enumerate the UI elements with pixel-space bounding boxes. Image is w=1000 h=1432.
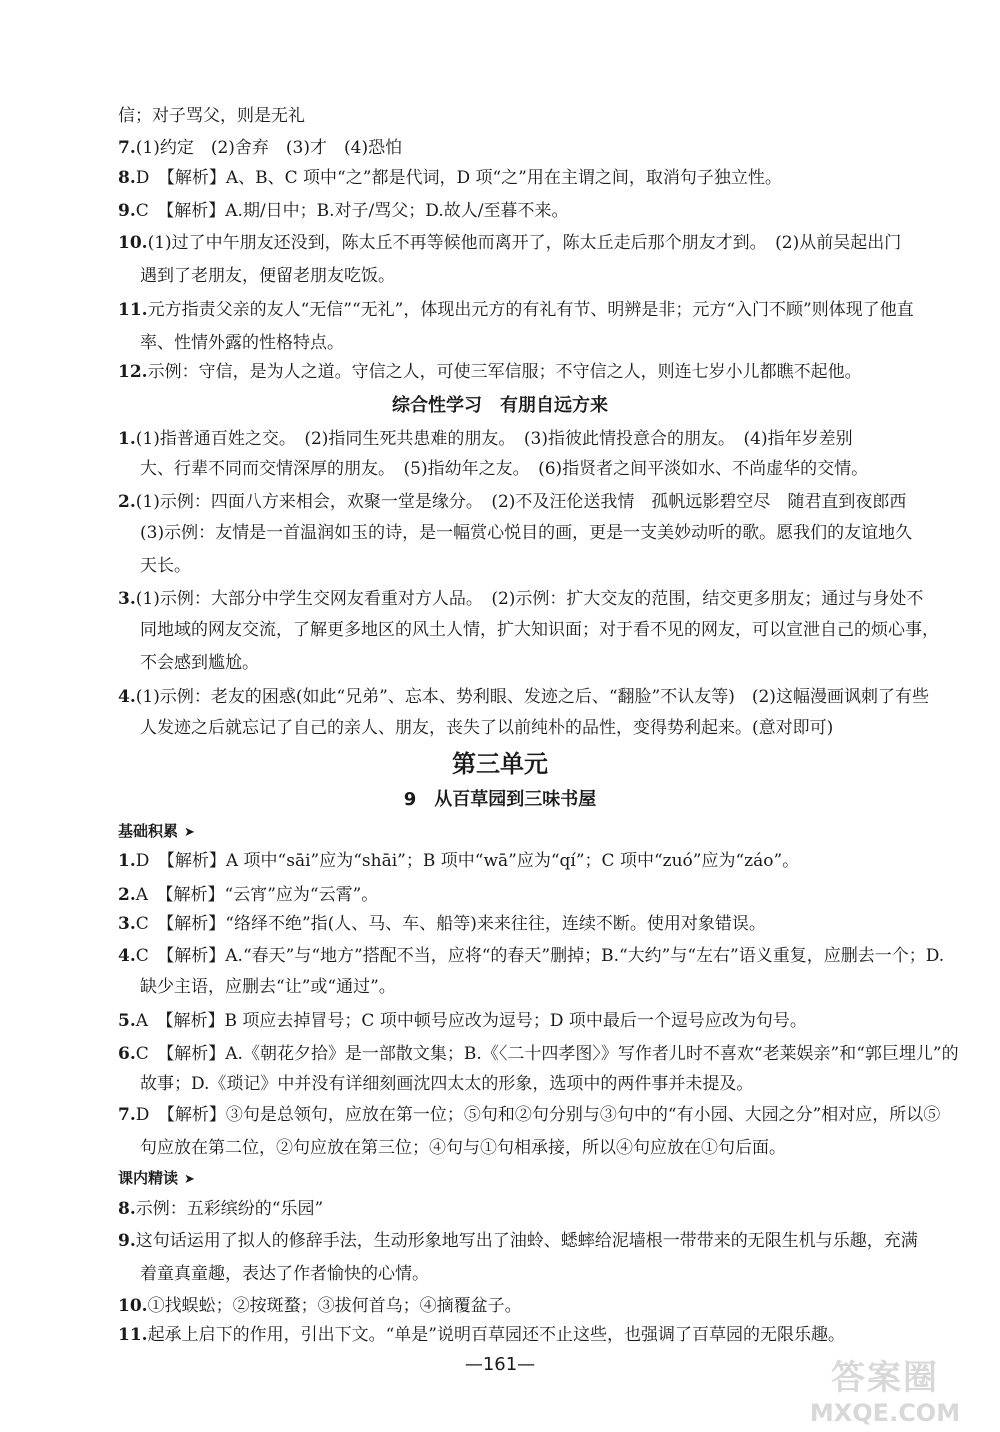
answer-line bbox=[118, 1294, 960, 1318]
chevron-right-icon: ➤ bbox=[184, 1172, 195, 1187]
item-number: 12. bbox=[118, 362, 148, 382]
chevron-right-icon: ➤ bbox=[184, 825, 195, 840]
item-number: 8. bbox=[118, 1199, 136, 1219]
item-number: 1. bbox=[118, 851, 136, 871]
answer-text: 元方指责父亲的友人“无信”“无礼”，体现出元方的有礼有节、明辨是非；元方“入门不顾”则体现了他直 bbox=[147, 300, 914, 320]
answer-line bbox=[140, 716, 960, 740]
answer-line bbox=[140, 651, 960, 675]
answer-text: (1)约定 (2)舍弃 (3)才 (4)恐怕 bbox=[135, 138, 403, 158]
watermark-logo bbox=[800, 1358, 970, 1430]
answer-text: (1)过了中午朋友还没到，陈太丘不再等候他而离开了，陈太丘走后那个朋友才到。 (2)从前吴起出门 bbox=[147, 233, 902, 253]
lesson-heading: 9 从百草园到三味书屋 bbox=[403, 789, 597, 810]
item-number: 3. bbox=[118, 589, 136, 609]
item-number: 4. bbox=[118, 946, 136, 966]
subsection-reading bbox=[118, 1167, 195, 1191]
item-number: 10. bbox=[118, 233, 148, 253]
answer-text: 信；对子骂父，则是无礼 bbox=[118, 106, 305, 126]
answer-line bbox=[140, 618, 960, 642]
answer-text: C 【解析】A.“春天”与“地方”搭配不当，应将“的春天”删掉；B.“大约”与“左右”语义重复，应删去一个；D. bbox=[135, 946, 945, 966]
item-number: 7. bbox=[118, 138, 136, 158]
item-number: 2. bbox=[118, 885, 136, 905]
item-number: 6. bbox=[118, 1044, 136, 1064]
watermark-title: 答案圈 bbox=[831, 1358, 939, 1398]
answer-line bbox=[118, 912, 960, 936]
answer-text: 着童真童趣，表达了作者愉快的心情。 bbox=[140, 1264, 429, 1284]
answer-text: D 【解析】③句是总领句，应放在第一位；⑤句和②句分别与③句中的“有小园、大园之分”相对应，所以⑤ bbox=[135, 1105, 941, 1125]
answer-text: 起承上启下的作用，引出下文。“单是”说明百草园还不止这些，也强调了百草园的无限乐趣。 bbox=[147, 1325, 845, 1345]
answer-line bbox=[118, 298, 960, 322]
item-number: 7. bbox=[118, 1105, 136, 1125]
answer-text: A 【解析】“云宵”应为“云霄”。 bbox=[135, 885, 379, 905]
section-heading: 综合性学习 有朋自远方来 bbox=[392, 395, 608, 416]
item-number: 1. bbox=[118, 429, 136, 449]
answer-line bbox=[118, 685, 960, 709]
subsection-reading-label: 课内精读 bbox=[118, 1169, 179, 1187]
item-number: 2. bbox=[118, 492, 136, 512]
answer-line bbox=[140, 331, 960, 355]
answer-line bbox=[118, 1042, 960, 1066]
watermark-url: MXQE.COM bbox=[809, 1399, 961, 1427]
answer-text: C 【解析】A.期/日中；B.对子/骂父；D.故人/至暮不来。 bbox=[135, 201, 569, 221]
answer-line bbox=[118, 136, 960, 160]
answer-text: 天长。 bbox=[140, 556, 191, 576]
answer-text: 人发迹之后就忘记了自己的亲人、朋友，丧失了以前纯朴的品性，变得势利起来。(意对即可) bbox=[140, 718, 834, 738]
answer-text: 大、行辈不同而交情深厚的朋友。 (5)指幼年之友。 (6)指贤者之间平淡如水、不尚虚华的交情。 bbox=[140, 459, 869, 479]
answer-text: D 【解析】A、B、C 项中“之”都是代词，D 项“之”用在主谓之间，取消句子独立性。 bbox=[135, 168, 782, 188]
item-number: 9. bbox=[118, 1231, 136, 1251]
answer-line bbox=[118, 1009, 960, 1033]
item-number: 4. bbox=[118, 687, 136, 707]
answer-text: 率、性情外露的性格特点。 bbox=[140, 333, 344, 353]
subsection-basic bbox=[118, 820, 195, 844]
answer-line bbox=[118, 427, 960, 451]
answer-line bbox=[118, 490, 960, 514]
subsection-basic-label: 基础积累 bbox=[118, 822, 179, 840]
answer-line bbox=[118, 360, 960, 384]
answer-text: (3)示例：友情是一首温润如玉的诗，是一幅赏心悦目的画，更是一支美妙动听的歌。愿我们的友谊地久 bbox=[140, 523, 913, 543]
answer-line bbox=[140, 554, 960, 578]
answer-line bbox=[140, 1136, 960, 1160]
answer-text: 这句话运用了拟人的修辞手法，生动形象地写出了油蛉、蟋蟀给泥墙根一带带来的无限生机与乐趣，充满 bbox=[135, 1231, 918, 1251]
answer-text: A 【解析】B 项应去掉冒号；C 项中顿号应改为逗号；D 项中最后一个逗号应改为句号。 bbox=[135, 1011, 807, 1031]
answer-line bbox=[118, 104, 960, 128]
item-number: 8. bbox=[118, 168, 136, 188]
unit-heading: 第三单元 bbox=[452, 750, 548, 778]
answer-line bbox=[118, 944, 960, 968]
item-number: 5. bbox=[118, 1011, 136, 1031]
answer-line bbox=[118, 231, 960, 255]
answer-line bbox=[118, 1323, 960, 1347]
answer-text: 句应放在第二位，②句应放在第三位；④句与①句相承接，所以④句应放在①句后面。 bbox=[140, 1138, 786, 1158]
answer-text: 故事；D.《琐记》中并没有详细刻画沈四太太的形象，选项中的两件事并未提及。 bbox=[140, 1074, 754, 1094]
answer-text: 遇到了老朋友，便留老朋友吃饭。 bbox=[140, 266, 395, 286]
answer-text: C 【解析】“络绎不绝”指(人、马、车、船等)来来往往，连续不断。使用对象错误。 bbox=[135, 914, 766, 934]
answer-line bbox=[118, 1197, 960, 1221]
item-number: 10. bbox=[118, 1296, 148, 1316]
answer-text: (1)示例：老友的困惑(如此“兄弟”、忘本、势利眼、发迹之后、“翻脸”不认友等) (2)这幅漫画讽刺了有些 bbox=[135, 687, 929, 707]
answer-line bbox=[140, 1072, 960, 1096]
answer-line bbox=[118, 1229, 960, 1253]
answer-line bbox=[140, 264, 960, 288]
answer-text: 不会感到尴尬。 bbox=[140, 653, 259, 673]
answer-text: C 【解析】A.《朝花夕拾》是一部散文集；B.《〈二十四孝图〉》写作者儿时不喜欢“老莱娱亲”和“郭巨埋儿”的 bbox=[135, 1044, 959, 1064]
item-number: 11. bbox=[118, 1325, 148, 1345]
answer-line bbox=[140, 457, 960, 481]
item-number: 9. bbox=[118, 201, 136, 221]
item-number: 11. bbox=[118, 300, 148, 320]
answer-text: (1)指普通百姓之交。 (2)指同生死共患难的朋友。 (3)指彼此情投意合的朋友。 (4)指年岁差别 bbox=[135, 429, 853, 449]
answer-text: (1)示例：四面八方来相会，欢聚一堂是缘分。 (2)不及汪伦送我情 孤帆远影碧空尽 随君直到夜郎西 bbox=[135, 492, 907, 512]
answer-text: 示例：守信，是为人之道。守信之人，可使三军信服；不守信之人，则连七岁小儿都瞧不起他。 bbox=[147, 362, 862, 382]
answer-text: D 【解析】A 项中“sāi”应为“shāi”；B 项中“wā”应为“qí”；C 项中“zuó”应为“záo”。 bbox=[135, 851, 800, 871]
answer-text: 示例：五彩缤纷的“乐园” bbox=[135, 1199, 324, 1219]
answer-line bbox=[118, 199, 960, 223]
answer-line bbox=[118, 883, 960, 907]
answer-text: (1)示例：大部分中学生交网友看重对方人品。 (2)示例：扩大交友的范围，结交更多朋友；通过与身处不 bbox=[135, 589, 924, 609]
answer-text: 同地域的网友交流，了解更多地区的风土人情，扩大知识面；对于看不见的网友，可以宣泄自己的烦心事， bbox=[140, 620, 939, 640]
item-number: 3. bbox=[118, 914, 136, 934]
answer-line bbox=[118, 1103, 960, 1127]
answer-line bbox=[118, 587, 960, 611]
answer-line bbox=[118, 849, 960, 873]
answer-line bbox=[140, 975, 960, 999]
page-number: —161— bbox=[464, 1354, 536, 1375]
answer-text: ①找蜈蚣；②按斑蝥；③拔何首乌；④摘覆盆子。 bbox=[147, 1296, 522, 1316]
answer-line bbox=[140, 521, 960, 545]
answer-text: 缺少主语，应删去“让”或“通过”。 bbox=[140, 977, 396, 997]
answer-line bbox=[140, 1262, 960, 1286]
answer-line bbox=[118, 166, 960, 190]
